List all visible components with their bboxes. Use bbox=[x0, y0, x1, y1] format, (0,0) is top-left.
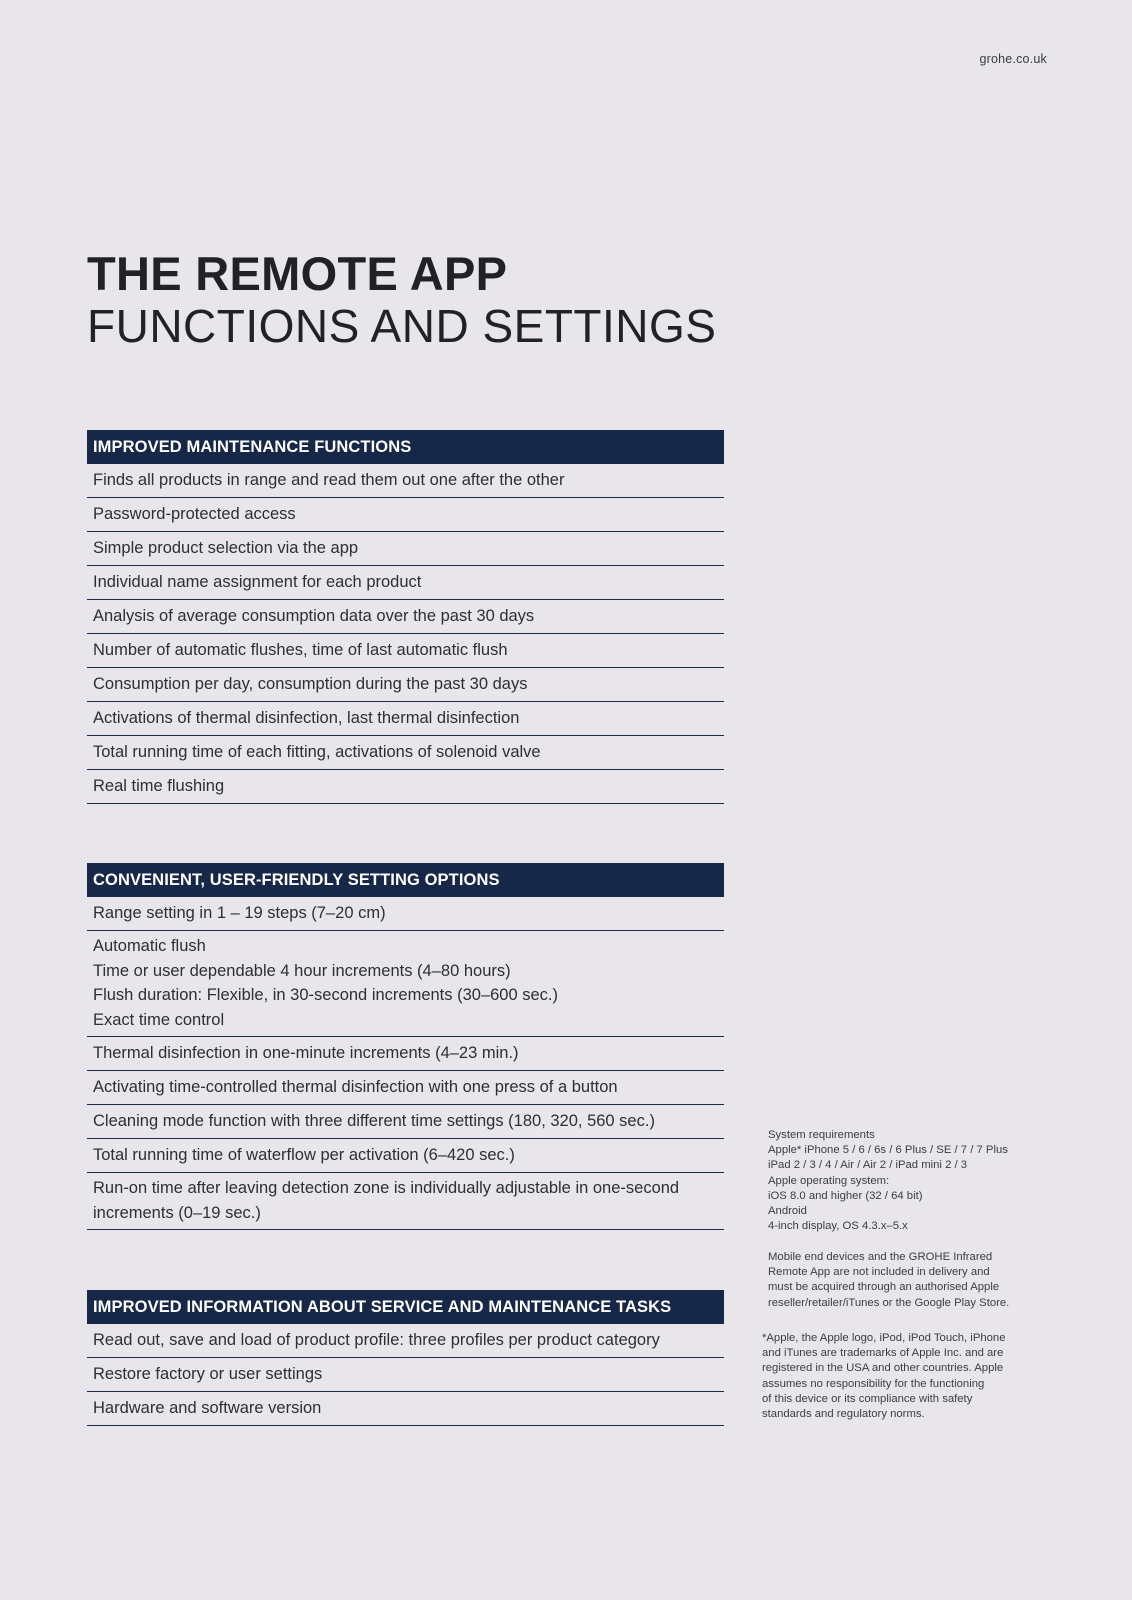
note-line: Android bbox=[768, 1205, 807, 1218]
section-header: IMPROVED INFORMATION ABOUT SERVICE AND MAINTENANCE TASKS bbox=[87, 1290, 724, 1324]
note-line: must be acquired through an authorised Apple bbox=[768, 1281, 1000, 1294]
row-text: Password-protected access bbox=[93, 505, 296, 523]
row-text: Total running time of waterflow per activation (6–420 sec.) bbox=[93, 1146, 515, 1164]
note-line: Apple* iPhone 5 / 6 / 6s / 6 Plus / SE / 7 / 7 Plus bbox=[768, 1144, 1008, 1157]
section-service-information bbox=[87, 1290, 724, 1426]
title-sub: FUNCTIONS AND SETTINGS bbox=[87, 300, 717, 352]
note-line: Remote App are not included in delivery and bbox=[768, 1266, 990, 1279]
section-maintenance-functions bbox=[87, 430, 724, 804]
note-line: 4-inch display, OS 4.3.x–5.x bbox=[768, 1220, 908, 1233]
table-row bbox=[87, 1392, 724, 1426]
note-line: iOS 8.0 and higher (32 / 64 bit) bbox=[768, 1189, 923, 1202]
title-main: THE REMOTE APP bbox=[87, 247, 508, 300]
table-row bbox=[87, 770, 724, 804]
row-text: Thermal disinfection in one-minute increments (4–23 min.) bbox=[93, 1044, 519, 1062]
site-url: grohe.co.uk bbox=[979, 52, 1047, 66]
row-text: Activations of thermal disinfection, last thermal disinfection bbox=[93, 709, 520, 727]
row-text: Time or user dependable 4 hour increments (4–80 hours) bbox=[93, 961, 511, 980]
note-line: of this device or its compliance with safety bbox=[762, 1392, 973, 1405]
table-row bbox=[87, 668, 724, 702]
note-line: Mobile end devices and the GROHE Infrared bbox=[768, 1251, 993, 1263]
row-text: Activating time-controlled thermal disinfection with one press of a button bbox=[93, 1078, 618, 1096]
table-row bbox=[87, 1105, 724, 1139]
row-text: Total running time of each fitting, activations of solenoid valve bbox=[93, 743, 541, 761]
row-text: increments (0–19 sec.) bbox=[93, 1203, 261, 1222]
section-header: IMPROVED MAINTENANCE FUNCTIONS bbox=[87, 430, 724, 464]
note-line: and iTunes are trademarks of Apple Inc. and are bbox=[762, 1347, 1004, 1360]
row-text: Automatic flush bbox=[93, 937, 206, 955]
row-text: Run-on time after leaving detection zone is individually adjustable in one-second bbox=[93, 1179, 680, 1197]
row-text: Finds all products in range and read them out one after the other bbox=[93, 471, 565, 489]
table-row bbox=[87, 1358, 724, 1392]
row-text: Restore factory or user settings bbox=[93, 1365, 323, 1383]
row-text: Individual name assignment for each product bbox=[93, 573, 422, 591]
row-text: Number of automatic flushes, time of last automatic flush bbox=[93, 641, 508, 659]
table-row bbox=[87, 736, 724, 770]
note-line: iPad 2 / 3 / 4 / Air / Air 2 / iPad mini 2 / 3 bbox=[768, 1159, 968, 1172]
row-text: Real time flushing bbox=[93, 777, 225, 795]
table-row bbox=[87, 532, 724, 566]
table-row bbox=[87, 1071, 724, 1105]
table-row bbox=[87, 1324, 724, 1358]
note-line: *Apple, the Apple logo, iPod, iPod Touch, iPhone bbox=[762, 1332, 1006, 1344]
note-line: Apple operating system: bbox=[768, 1174, 890, 1187]
trademark-note bbox=[762, 1331, 1052, 1422]
table-row bbox=[87, 634, 724, 668]
table-row bbox=[87, 464, 724, 498]
note-line: System requirements bbox=[768, 1129, 875, 1141]
table-row bbox=[87, 931, 724, 1037]
row-text: Exact time control bbox=[93, 1010, 225, 1029]
table-row bbox=[87, 702, 724, 736]
row-text: Flush duration: Flexible, in 30-second increments (30–600 sec.) bbox=[93, 986, 558, 1004]
row-text: Read out, save and load of product profile: three profiles per product category bbox=[93, 1331, 660, 1349]
note-line: registered in the USA and other countries. Apple bbox=[762, 1362, 1004, 1375]
row-text: Consumption per day, consumption during the past 30 days bbox=[93, 675, 528, 693]
row-text: Range setting in 1 – 19 steps (7–20 cm) bbox=[93, 904, 386, 922]
row-text: Analysis of average consumption data over the past 30 days bbox=[93, 607, 535, 625]
page-title bbox=[87, 248, 716, 352]
note-line: reseller/retailer/iTunes or the Google Play Store. bbox=[768, 1296, 1010, 1309]
note-line: standards and regulatory norms. bbox=[762, 1408, 925, 1421]
section-header: CONVENIENT, USER-FRIENDLY SETTING OPTIONS bbox=[87, 863, 724, 897]
table-row bbox=[87, 1037, 724, 1071]
table-row bbox=[87, 897, 724, 931]
note-line: assumes no responsibility for the functioning bbox=[762, 1377, 985, 1390]
system-requirements-note bbox=[768, 1128, 1058, 1234]
table-row bbox=[87, 566, 724, 600]
table-row bbox=[87, 600, 724, 634]
delivery-note bbox=[768, 1250, 1058, 1311]
section-setting-options bbox=[87, 863, 724, 1230]
row-text: Simple product selection via the app bbox=[93, 539, 359, 557]
row-text: Hardware and software version bbox=[93, 1399, 322, 1417]
table-row bbox=[87, 1139, 724, 1173]
table-row bbox=[87, 498, 724, 532]
table-row bbox=[87, 1173, 724, 1230]
row-text: Cleaning mode function with three different time settings (180, 320, 560 sec.) bbox=[93, 1112, 655, 1130]
